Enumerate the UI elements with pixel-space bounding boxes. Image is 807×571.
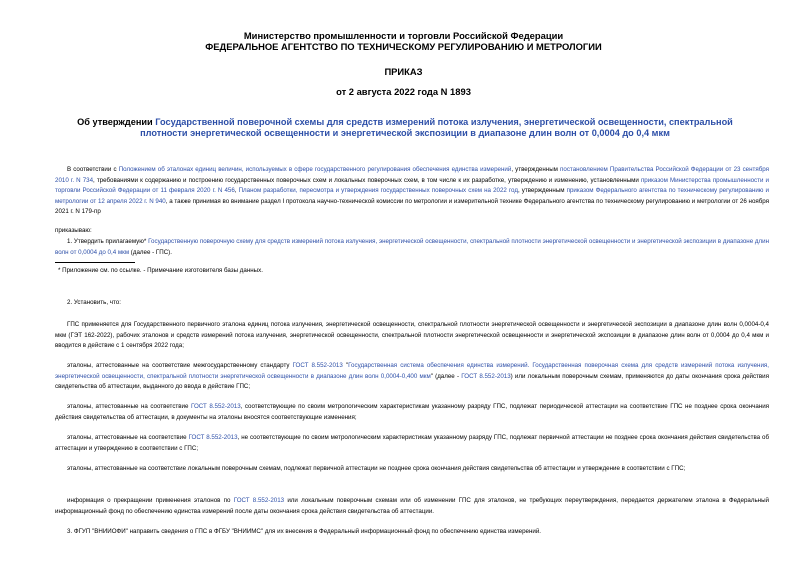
link-gost-1[interactable]: ГОСТ 8.552-2013: [292, 362, 343, 369]
preamble-text-6: , а также принимая во внимание раздел I протокола научно-технической комиссии по метрологии и измерительной технике Федерального агентства по техническому регулированию и метрологии от 26 ноября 2021 г. N 179-пр: [55, 197, 770, 215]
title-link[interactable]: Государственной поверочной схемы для средств измерений потока излучения, энергетической освещенности, спектральной плотности энергетической освещенности и энергетической экспозиции в диапазоне длин волн от 0,0004 до 0,4 мкм: [140, 117, 733, 138]
item-1-suffix: (далее - ГПС).: [129, 248, 172, 256]
link-gost-4[interactable]: ГОСТ 8.552-2013: [188, 434, 238, 441]
link-gost-5[interactable]: ГОСТ 8.552-2013: [233, 497, 285, 504]
preamble-text-2: , утвержденным: [511, 166, 561, 173]
etalons2-text-1: эталоны, аттестованные на соответствие: [67, 403, 191, 410]
info-text-2: или локальным поверочным схемам или об изменении ГПС для эталонов, не требующих переутверждения, передается держателем эталона в Федеральный информационный фонд по обеспечению единства измерений после даты окончания срока действия свидетельства об аттестации.: [55, 497, 769, 515]
link-gps-scheme[interactable]: Государственную поверочную схему для средств измерений потока излучения, энергетической освещенности, спектральной плотности энергетической освещенности и энергетической экспозиции в диапазоне длин волн от 0,0004 до 0,4 мкм: [55, 238, 769, 256]
footnote-separator: [55, 262, 135, 263]
etalons1-text-3: " (далее -: [430, 372, 462, 380]
ministry-heading: Министерство промышленности и торговли Российской Федерации: [243, 30, 564, 41]
etalons-paragraph-1: [55, 361, 769, 393]
preamble-paragraph: [55, 165, 769, 218]
link-gost-title[interactable]: Государственная система обеспечения единства измерений. Государственная поверочная схема для средств измерений потока излучения, энергетической освещенности, спектральной плотности энергетической освещенности в диапазоне длин волн 0,0004-0,400 мкм: [55, 362, 769, 380]
link-ministry-order[interactable]: приказом Министерства промышленности и торговли Российской Федерации от 11 февраля 2020 г. N 456: [55, 176, 769, 194]
footnote: * Приложение см. по ссылке. - Примечание изготовителя базы данных.: [58, 267, 263, 274]
gps-application-paragraph: ГПС применяется для Государственного первичного эталона единиц потока излучения, энергетической освещенности, спектральной плотности энергетической освещенности и энергетической экспозиции в диапазоне длин волн 0,0004-0,4 мкм (ГЭТ 162-2022), рабочих эталонов и средств измерений потока излучения, энергетической освещенности, спектральной плотности энергетической освещенности и энергетической экспозиции в диапазоне длин волн от 0,0004 до 0,4 мкм и вводится в действие с 1 сентября 2022 года;: [55, 321, 769, 349]
item-1-paragraph: [55, 237, 769, 258]
info-text-1: информация о прекращении применения эталонов по: [67, 497, 234, 504]
link-gost-2[interactable]: ГОСТ 8.552-2013: [461, 372, 511, 380]
order-heading: ПРИКАЗ: [384, 66, 423, 77]
preamble-text-5: , утвержденным: [517, 187, 567, 194]
link-gost-3[interactable]: ГОСТ 8.552-2013: [190, 403, 241, 410]
link-development-plan[interactable]: Планом разработки, пересмотра и утверждения государственных поверочных схем на 2022 год: [238, 187, 518, 194]
link-etalon-regulation[interactable]: Положением об эталонах единиц величин, используемых в сфере государственного регулирования обеспечения единства измерений: [118, 166, 512, 173]
etalons-paragraph-4: эталоны, аттестованные на соответствие локальным поверочным схемам, подлежат первичной аттестации не позднее срока окончания действия свидетельства об аттестации и утверждение в соответствии с ГПС;: [67, 465, 686, 472]
preamble-text-4: ,: [234, 187, 239, 194]
etalons2-text-2: , соответствующие по своим метрологическим характеристикам указанному разряду ГПС, подлежат периодической аттестации на соответствие ГПС не позднее срока окончания действия свидетельства об аттестации, в документы на эталоны вносятся соответствующие изменения;: [55, 403, 770, 421]
title-prefix: Об утверждении: [77, 117, 156, 127]
etalons1-text-2: ": [342, 362, 349, 369]
item-3-paragraph: 3. ФГУП "ВНИИОФИ" направить сведения о ГПС в ФГБУ "ВНИИМС" для их внесения в Федеральный информационный фонд по обеспечению единства измерений.: [67, 528, 542, 535]
etalons-paragraph-3: [55, 433, 769, 454]
preamble-text-3: , требованиями к содержанию и построению государственных поверочных схем и локальных поверочных схем, в том числе к их разработке, утверждению и изменению, установленными: [93, 176, 641, 184]
etalons1-text-4: ) или локальным поверочным схемам, применяются до даты окончания срока действия свидетельства об аттестации, выданного до ввода в действие ГПС;: [55, 372, 769, 390]
orders-word: приказываю:: [55, 227, 92, 234]
etalons3-text-2: , не соответствующие по своим метрологическим характеристикам указанному разряду ГПС, подлежат первичной аттестации не позднее срока окончания действия свидетельства об аттестации и утверждению в соответствии с ГПС;: [55, 434, 770, 452]
link-government-decree[interactable]: постановлением Правительства Российской Федерации от 23 сентября 2010 г. N 734: [55, 166, 769, 184]
order-title: [55, 117, 755, 139]
information-paragraph: [55, 496, 769, 517]
order-date: от 2 августа 2022 года N 1893: [336, 86, 471, 97]
item-1-prefix: 1. Утвердить прилагаемую*: [67, 238, 149, 245]
etalons3-text-1: эталоны, аттестованные на соответствие: [67, 434, 189, 441]
etalons1-text-1: эталоны, аттестованные на соответствие межгосударственному стандарту: [67, 362, 293, 369]
link-agency-order[interactable]: приказом Федерального агентства по техническому регулированию и метрологии от 12 апреля 2022 г. N 940: [55, 187, 769, 205]
etalons-paragraph-2: [55, 402, 769, 423]
preamble-text-1: В соответствии с: [67, 166, 119, 173]
agency-heading: ФЕДЕРАЛЬНОЕ АГЕНТСТВО ПО ТЕХНИЧЕСКОМУ РЕГУЛИРОВАНИЮ И МЕТРОЛОГИИ: [205, 41, 602, 52]
item-2-heading: 2. Установить, что:: [67, 299, 121, 306]
